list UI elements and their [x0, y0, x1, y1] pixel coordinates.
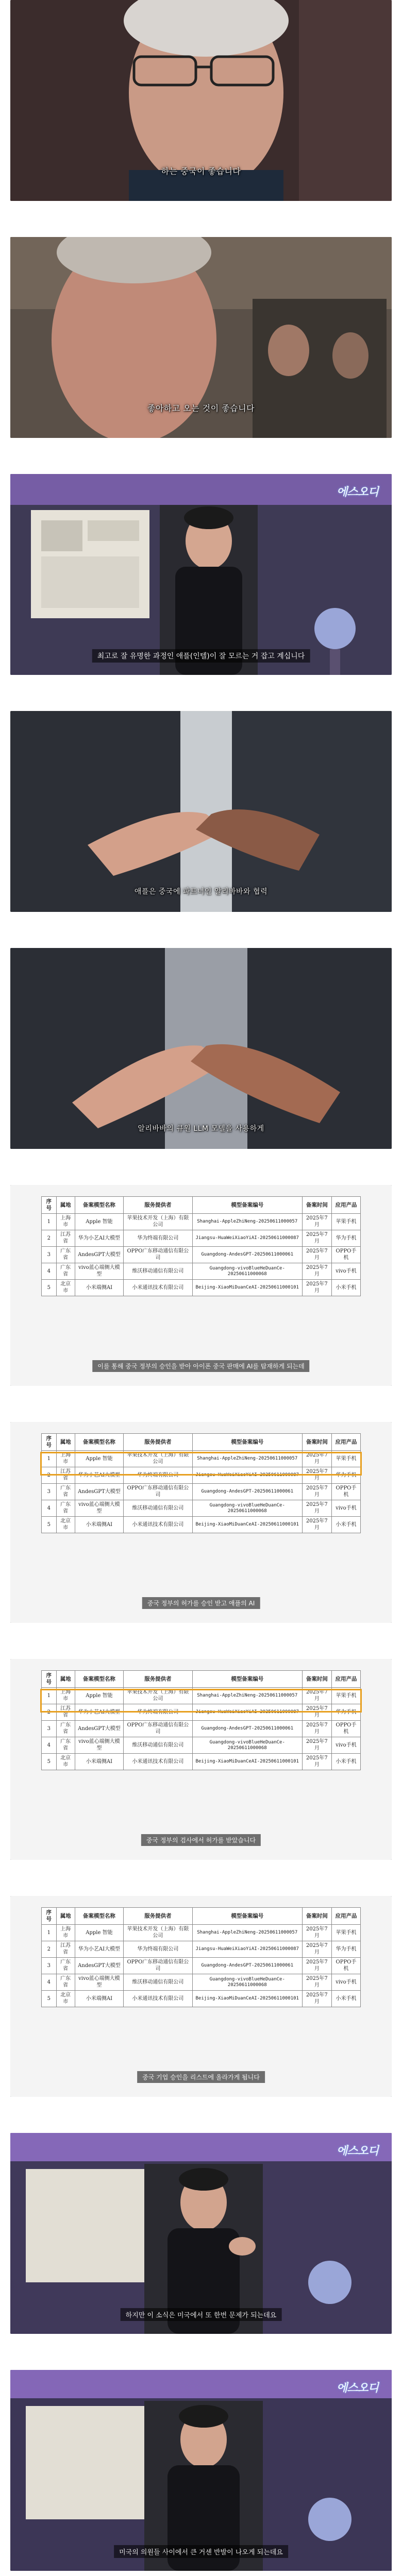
cell: 华为终端有限公司	[124, 1941, 193, 1958]
cell: 华为小艺AI大模型	[75, 1941, 123, 1958]
registry-table-view	[10, 1659, 392, 1860]
cell: Apple 智能	[75, 1451, 123, 1467]
cell: 2	[42, 1704, 57, 1721]
cell: 2025年7月	[302, 1451, 331, 1467]
header-cell: 备案模型名称	[75, 1197, 123, 1214]
cell: 5	[42, 1280, 57, 1296]
cell: vivo蓝心端侧大模型	[75, 1737, 123, 1754]
cell: vivo手机	[331, 1263, 360, 1280]
video-frame-11	[10, 2370, 392, 2571]
cell: 华为小艺AI大模型	[75, 1230, 123, 1247]
handshake-scene	[10, 711, 392, 912]
cell: 广东省	[56, 1737, 75, 1754]
studio-scene	[10, 2370, 392, 2571]
video-frame-4	[10, 711, 392, 912]
cell: 华为终端有限公司	[124, 1704, 193, 1721]
cell: 小米通讯技术有限公司	[124, 1991, 193, 2007]
header-cell: 备案时间	[302, 1671, 331, 1688]
cell: vivo手机	[331, 1500, 360, 1517]
registry-table-view	[10, 1896, 392, 2097]
header-cell: 属地	[56, 1197, 75, 1214]
cell: vivo蓝心端侧大模型	[75, 1500, 123, 1517]
header-cell: 模型备案编号	[192, 1434, 302, 1451]
highlight-box	[40, 1452, 362, 1476]
table-row	[42, 1517, 361, 1533]
cell: Apple 智能	[75, 1688, 123, 1704]
cell: Jiangsu-HuaWeiXiaoYiAI-20250611000087	[192, 1467, 302, 1484]
cell: 维沃移动通信有限公司	[124, 1500, 193, 1517]
cell: 2025年7月	[302, 1263, 331, 1280]
studio-scene	[10, 2133, 392, 2334]
cell: 4	[42, 1737, 57, 1754]
cell: 小米端侧AI	[75, 1280, 123, 1296]
subtitle: 하는 중국이 좋습니다	[161, 166, 241, 176]
cell: vivo蓝心端侧大模型	[75, 1263, 123, 1280]
cell: Guangdong-AndesGPT-20250611000061	[192, 1721, 302, 1737]
header-cell: 模型备案编号	[192, 1908, 302, 1925]
table-row	[42, 1925, 361, 1941]
cell: OPPO广东移动通信有限公司	[124, 1721, 193, 1737]
cell: 上海市	[56, 1214, 75, 1230]
table-row	[42, 1721, 361, 1737]
cell: 维沃移动通信有限公司	[124, 1263, 193, 1280]
header-cell: 服务提供者	[124, 1197, 193, 1214]
subtitle: 미국의 의원들 사이에서 큰 거센 반발이 나오게 되는데요	[114, 2545, 288, 2558]
cell: 广东省	[56, 1484, 75, 1500]
video-frame-10	[10, 2133, 392, 2334]
cell: OPPO手机	[331, 1721, 360, 1737]
cell: 2	[42, 1941, 57, 1958]
cell: 2025年7月	[302, 1754, 331, 1770]
cell: 江苏省	[56, 1941, 75, 1958]
cell: Beijing-XiaoMiDuanCeAI-20250611000101	[192, 1517, 302, 1533]
cell: Guangdong-AndesGPT-20250611000061	[192, 1958, 302, 1974]
cell: 广东省	[56, 1263, 75, 1280]
cell: 苹果技术开发（上海）有限公司	[124, 1688, 193, 1704]
header-cell: 序号	[42, 1671, 57, 1688]
cell: 小米端侧AI	[75, 1991, 123, 2007]
cell: 2025年7月	[302, 1484, 331, 1500]
cell: Shanghai-AppleZhiNeng-20250611000057	[192, 1925, 302, 1941]
header-cell: 备案时间	[302, 1197, 331, 1214]
table-row	[42, 1737, 361, 1754]
cell: Jiangsu-HuaWeiXiaoYiAI-20250611000087	[192, 1704, 302, 1721]
cell: OPPO手机	[331, 1484, 360, 1500]
video-frame-6	[10, 1185, 392, 1386]
cell: 北京市	[56, 1754, 75, 1770]
cell: OPPO手机	[331, 1247, 360, 1263]
cell: OPPO广东移动通信有限公司	[124, 1958, 193, 1974]
cell: 5	[42, 1754, 57, 1770]
cell: 广东省	[56, 1958, 75, 1974]
header-cell: 属地	[56, 1671, 75, 1688]
cell: 2025年7月	[302, 1280, 331, 1296]
cell: 2025年7月	[302, 1688, 331, 1704]
video-frame-9	[10, 1896, 392, 2097]
ai-model-registry-table	[41, 1196, 361, 1296]
cell: 维沃移动通信有限公司	[124, 1974, 193, 1991]
subtitle: 이를 통해 중국 정부의 승인을 받아 아이폰 중국 판매에 AI를 탑재하게 되는데	[92, 1360, 309, 1372]
table-row	[42, 1941, 361, 1958]
cell: 北京市	[56, 1280, 75, 1296]
cell: 小米通讯技术有限公司	[124, 1517, 193, 1533]
table-header-row	[42, 1671, 361, 1688]
video-frame-1	[10, 0, 392, 201]
cell: Jiangsu-HuaWeiXiaoYiAI-20250611000087	[192, 1230, 302, 1247]
cell: 2025年7月	[302, 1974, 331, 1991]
cell: 3	[42, 1721, 57, 1737]
subtitle: 애플은 중국에 파트너인 알리바바와 협력	[134, 888, 268, 896]
cell: 广东省	[56, 1721, 75, 1737]
cell: 4	[42, 1263, 57, 1280]
cell: 1	[42, 1688, 57, 1704]
video-frame-5	[10, 948, 392, 1149]
table-row	[42, 1280, 361, 1296]
cell: vivo手机	[331, 1737, 360, 1754]
cell: 北京市	[56, 1517, 75, 1533]
header-cell: 备案模型名称	[75, 1434, 123, 1451]
ai-model-registry-table	[41, 1670, 361, 1770]
cell: 华为手机	[331, 1467, 360, 1484]
header-cell: 备案模型名称	[75, 1671, 123, 1688]
table-header-row	[42, 1197, 361, 1214]
header-cell: 应用产品	[331, 1908, 360, 1925]
table-row	[42, 1484, 361, 1500]
header-cell: 备案时间	[302, 1908, 331, 1925]
cell: 2025年7月	[302, 1214, 331, 1230]
cell: 2025年7月	[302, 1517, 331, 1533]
table-row	[42, 1247, 361, 1263]
cell: OPPO广东移动通信有限公司	[124, 1247, 193, 1263]
video-frame-7	[10, 1422, 392, 1623]
header-cell: 服务提供者	[124, 1671, 193, 1688]
cell: 2025年7月	[302, 1721, 331, 1737]
cell: AndesGPT大模型	[75, 1484, 123, 1500]
cell: Beijing-XiaoMiDuanCeAI-20250611000101	[192, 1280, 302, 1296]
cell: 上海市	[56, 1925, 75, 1941]
cell: 5	[42, 1517, 57, 1533]
header-cell: 序号	[42, 1434, 57, 1451]
subtitle: 최고로 잘 유명한 과정인 애플(인텔)이 잘 모르는 거 잡고 계십니다	[92, 649, 310, 663]
cell: 2025年7月	[302, 1737, 331, 1754]
table-row	[42, 1974, 361, 1991]
header-cell: 应用产品	[331, 1197, 360, 1214]
channel-logo: 에스오디	[336, 2382, 378, 2395]
cell: 苹果技术开发（上海）有限公司	[124, 1925, 193, 1941]
cell: Shanghai-AppleZhiNeng-20250611000057	[192, 1451, 302, 1467]
cell: 2025年7月	[302, 1467, 331, 1484]
cell: 5	[42, 1991, 57, 2007]
header-cell: 属地	[56, 1908, 75, 1925]
cell: Guangdong-vivoBlueHeDuanCe-20250611000068	[192, 1974, 302, 1991]
cell: Shanghai-AppleZhiNeng-20250611000057	[192, 1214, 302, 1230]
cell: 江苏省	[56, 1467, 75, 1484]
cell: 小米端侧AI	[75, 1517, 123, 1533]
highlight-box	[40, 1689, 362, 1713]
cell: 广东省	[56, 1247, 75, 1263]
table-row	[42, 1991, 361, 2007]
header-cell: 模型备案编号	[192, 1197, 302, 1214]
cell: 华为小艺AI大模型	[75, 1467, 123, 1484]
cell: Apple 智能	[75, 1214, 123, 1230]
cell: 小米端侧AI	[75, 1754, 123, 1770]
cell: 华为手机	[331, 1230, 360, 1247]
cell: 上海市	[56, 1451, 75, 1467]
header-cell: 服务提供者	[124, 1434, 193, 1451]
table-row	[42, 1500, 361, 1517]
cell: 苹果手机	[331, 1451, 360, 1467]
cell: 江苏省	[56, 1704, 75, 1721]
header-cell: 属地	[56, 1434, 75, 1451]
header-cell: 应用产品	[331, 1434, 360, 1451]
cell: OPPO广东移动通信有限公司	[124, 1484, 193, 1500]
cell: 江苏省	[56, 1230, 75, 1247]
cell: 4	[42, 1500, 57, 1517]
cell: 苹果手机	[331, 1214, 360, 1230]
table-header-row	[42, 1434, 361, 1451]
cell: 2025年7月	[302, 1958, 331, 1974]
cell: Guangdong-AndesGPT-20250611000061	[192, 1484, 302, 1500]
cell: 华为终端有限公司	[124, 1230, 193, 1247]
cell: 苹果手机	[331, 1925, 360, 1941]
cell: 小米手机	[331, 1280, 360, 1296]
channel-logo: 에스오디	[336, 486, 378, 499]
cell: 苹果技术开发（上海）有限公司	[124, 1214, 193, 1230]
cell: 维沃移动通信有限公司	[124, 1737, 193, 1754]
cell: 华为终端有限公司	[124, 1467, 193, 1484]
subtitle: 하지만 이 소식은 미국에서 또 한번 문제가 되는데요	[121, 2308, 282, 2321]
table-row	[42, 1214, 361, 1230]
cell: 2025年7月	[302, 1500, 331, 1517]
cell: Guangdong-AndesGPT-20250611000061	[192, 1247, 302, 1263]
cell: 4	[42, 1974, 57, 1991]
cell: AndesGPT大模型	[75, 1721, 123, 1737]
video-frame-8	[10, 1659, 392, 1860]
table-row	[42, 1958, 361, 1974]
cell: 上海市	[56, 1688, 75, 1704]
table-row	[42, 1230, 361, 1247]
handshake-scene	[10, 948, 392, 1149]
cell: Beijing-XiaoMiDuanCeAI-20250611000101	[192, 1991, 302, 2007]
cell: 广东省	[56, 1500, 75, 1517]
cell: vivo蓝心端侧大模型	[75, 1974, 123, 1991]
cell: 2025年7月	[302, 1941, 331, 1958]
header-cell: 序号	[42, 1908, 57, 1925]
video-frame-2	[10, 237, 392, 438]
cell: 3	[42, 1247, 57, 1263]
cell: 小米手机	[331, 1754, 360, 1770]
cell: 华为手机	[331, 1704, 360, 1721]
cell: 1	[42, 1451, 57, 1467]
cell: 小米通讯技术有限公司	[124, 1280, 193, 1296]
cell: Shanghai-AppleZhiNeng-20250611000057	[192, 1688, 302, 1704]
ai-model-registry-table	[41, 1433, 361, 1533]
cell: 2025年7月	[302, 1991, 331, 2007]
cell: Jiangsu-HuaWeiXiaoYiAI-20250611000087	[192, 1941, 302, 1958]
cell: 2025年7月	[302, 1247, 331, 1263]
cell: 小米手机	[331, 1517, 360, 1533]
cell: 3	[42, 1484, 57, 1500]
cell: 1	[42, 1214, 57, 1230]
subtitle: 중국 정부의 허가를 승인 받고 애플의 AI	[142, 1597, 260, 1609]
header-cell: 模型备案编号	[192, 1671, 302, 1688]
cell: Apple 智能	[75, 1925, 123, 1941]
cell: Guangdong-vivoBlueHeDuanCe-20250611000068	[192, 1263, 302, 1280]
table-row	[42, 1263, 361, 1280]
cell: 小米手机	[331, 1991, 360, 2007]
cell: 2	[42, 1467, 57, 1484]
header-cell: 应用产品	[331, 1671, 360, 1688]
cell: 苹果技术开发（上海）有限公司	[124, 1451, 193, 1467]
cell: 华为手机	[331, 1941, 360, 1958]
ai-model-registry-table	[41, 1907, 361, 2007]
video-frame-3	[10, 474, 392, 675]
studio-scene	[10, 474, 392, 675]
subtitle: 좋아하고 오는 것이 좋습니다	[147, 403, 255, 413]
registry-table-view	[10, 1185, 392, 1386]
header-cell: 备案时间	[302, 1434, 331, 1451]
cell: 3	[42, 1958, 57, 1974]
registry-table-view	[10, 1422, 392, 1623]
cell: 广东省	[56, 1974, 75, 1991]
channel-logo: 에스오디	[336, 2145, 378, 2158]
cell: Guangdong-vivoBlueHeDuanCe-20250611000068	[192, 1500, 302, 1517]
cell: AndesGPT大模型	[75, 1247, 123, 1263]
cell: 1	[42, 1925, 57, 1941]
cell: OPPO手机	[331, 1958, 360, 1974]
cell: 苹果手机	[331, 1688, 360, 1704]
cell: AndesGPT大模型	[75, 1958, 123, 1974]
cell: 2025年7月	[302, 1704, 331, 1721]
cell: 2025年7月	[302, 1230, 331, 1247]
cell: Beijing-XiaoMiDuanCeAI-20250611000101	[192, 1754, 302, 1770]
header-cell: 服务提供者	[124, 1908, 193, 1925]
cell: 2025年7月	[302, 1925, 331, 1941]
subtitle: 중국 정부의 검사에서 허가를 받았습니다	[141, 1834, 261, 1846]
header-cell: 备案模型名称	[75, 1908, 123, 1925]
cell: 北京市	[56, 1991, 75, 2007]
subtitle: 중국 기업 승인을 리스트에 올라가게 됩니다	[137, 2071, 265, 2083]
cell: Guangdong-vivoBlueHeDuanCe-20250611000068	[192, 1737, 302, 1754]
cell: vivo手机	[331, 1974, 360, 1991]
table-row	[42, 1754, 361, 1770]
cell: 2	[42, 1230, 57, 1247]
cell: 小米通讯技术有限公司	[124, 1754, 193, 1770]
header-cell: 序号	[42, 1197, 57, 1214]
cell: 华为小艺AI大模型	[75, 1704, 123, 1721]
table-header-row	[42, 1908, 361, 1925]
subtitle: 알리바바의 큐원 LLM 모델을 사용하게	[138, 1125, 264, 1133]
